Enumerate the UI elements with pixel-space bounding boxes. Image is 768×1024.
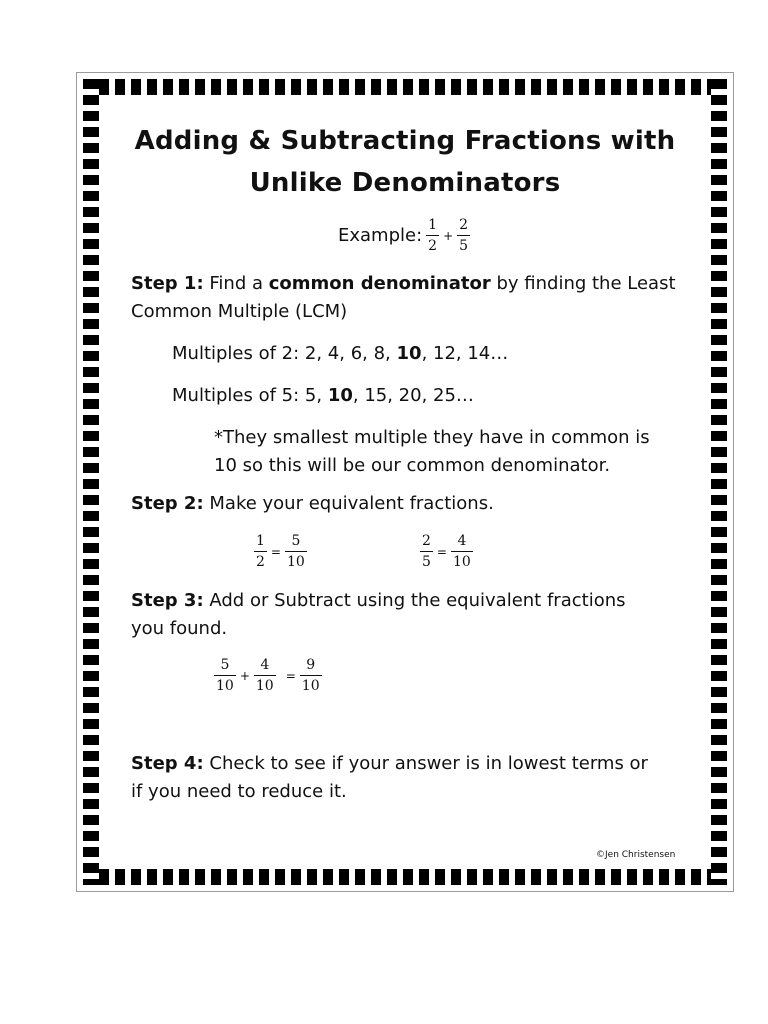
example-expression — [338, 216, 470, 255]
step1-line2: Common Multiple (LCM) — [131, 301, 348, 322]
title-line-1: Adding & Subtracting Fractions with — [134, 126, 676, 156]
fraction-bar — [426, 235, 439, 236]
fraction-five-tenths — [214, 656, 236, 695]
step4-line2: if you need to reduce it. — [131, 781, 347, 802]
step4-line1 — [131, 750, 648, 778]
example-label: Example: — [338, 224, 423, 246]
step2-line — [131, 490, 494, 518]
fraction-four-tenths — [254, 656, 276, 695]
fraction-one-half — [254, 532, 267, 571]
fraction-denominator: 2 — [428, 238, 438, 254]
fraction-numerator: 2 — [459, 217, 469, 233]
fraction-denominator: 5 — [422, 554, 431, 570]
equals-operator: = — [436, 544, 447, 559]
multiples-of-2 — [172, 340, 508, 368]
fraction-bar — [300, 675, 322, 676]
step1-text-before: Find a — [203, 273, 269, 294]
example-fraction-b — [457, 216, 470, 255]
fraction-bar — [214, 675, 236, 676]
checkered-border-bottom — [83, 869, 727, 885]
fraction-numerator: 4 — [260, 657, 270, 673]
page-title — [76, 120, 734, 204]
fraction-numerator: 1 — [256, 533, 265, 549]
fraction-bar — [457, 235, 470, 236]
equivalent-fraction-1 — [254, 532, 307, 571]
fraction-denominator: 2 — [256, 554, 265, 570]
fraction-two-fifths — [420, 532, 433, 571]
fraction-four-tenths — [451, 532, 473, 571]
fraction-denominator: 10 — [216, 678, 234, 694]
step3-line2: you found. — [131, 618, 228, 639]
fraction-denominator: 10 — [255, 678, 274, 694]
fraction-numerator: 5 — [220, 657, 230, 673]
copyright-notice: ©Jen Christensen — [596, 850, 676, 860]
step2-text: Make your equivalent fractions. — [203, 493, 494, 514]
step4-text: Check to see if your answer is in lowest terms or — [203, 753, 648, 774]
multiples5-rest: , 15, 20, 25… — [352, 385, 474, 406]
step1-label: Step 1: — [131, 273, 204, 294]
example-fraction-a — [426, 216, 439, 255]
plus-operator: + — [239, 668, 250, 683]
fraction-numerator: 9 — [306, 657, 316, 673]
plus-operator: + — [443, 228, 454, 243]
fraction-numerator: 5 — [291, 533, 301, 549]
multiples2-text: Multiples of 2: 2, 4, 6, 8, — [172, 343, 397, 364]
multiples5-text: Multiples of 5: 5, — [172, 385, 328, 406]
equivalent-fraction-2 — [420, 532, 473, 571]
step4-label: Step 4: — [131, 753, 204, 774]
title-line-2: Unlike Denominators — [249, 168, 561, 198]
step2-label: Step 2: — [131, 493, 204, 514]
step3-line1 — [131, 587, 626, 615]
step1-text-after: by finding the Least — [490, 273, 676, 294]
fraction-nine-tenths — [300, 656, 322, 695]
fraction-denominator: 5 — [459, 238, 469, 254]
fraction-bar — [420, 551, 433, 552]
step3-text: Add or Subtract using the equivalent fractions — [203, 590, 626, 611]
equals-operator: = — [285, 668, 296, 683]
multiples-of-5 — [172, 382, 474, 410]
fraction-numerator: 4 — [457, 533, 467, 549]
step1-line1 — [131, 270, 676, 298]
fraction-sum — [214, 656, 322, 695]
fraction-bar — [254, 551, 267, 552]
lcm-note-line2: 10 so this will be our common denominator. — [214, 455, 611, 476]
fraction-denominator: 10 — [452, 554, 471, 570]
checkered-border-top — [83, 79, 727, 95]
fraction-numerator: 2 — [422, 533, 431, 549]
fraction-five-tenths — [285, 532, 307, 571]
step1-bold-term: common denominator — [268, 273, 491, 294]
equals-operator: = — [270, 544, 281, 559]
fraction-numerator: 1 — [428, 217, 438, 233]
fraction-denominator: 10 — [286, 554, 305, 570]
multiples5-common: 10 — [327, 385, 353, 406]
fraction-denominator: 10 — [301, 678, 320, 694]
fraction-bar — [451, 551, 473, 552]
multiples2-common: 10 — [396, 343, 422, 364]
fraction-bar — [285, 551, 307, 552]
fraction-bar — [254, 675, 276, 676]
step3-label: Step 3: — [131, 590, 204, 611]
lcm-note-line1: *They smallest multiple they have in common is — [214, 427, 650, 448]
multiples2-rest: , 12, 14… — [421, 343, 509, 364]
